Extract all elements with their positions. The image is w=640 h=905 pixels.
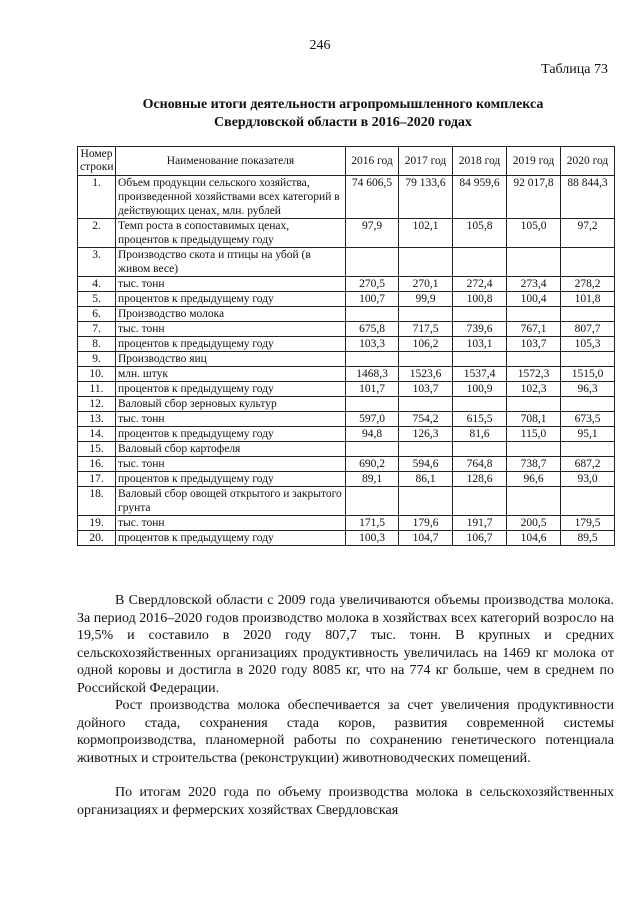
table-body xyxy=(78,176,615,546)
value-cell-2017: 79 133,6 xyxy=(399,176,453,219)
table-row xyxy=(78,219,615,248)
indicator-name: тыс. тонн xyxy=(116,322,346,337)
table-row xyxy=(78,176,615,219)
value-cell-2019: 767,1 xyxy=(507,322,561,337)
value-cell-2020 xyxy=(561,487,615,516)
table-label: Таблица 73 xyxy=(541,62,608,77)
value-cell-2016: 94,8 xyxy=(346,427,399,442)
value-cell-2020: 101,8 xyxy=(561,292,615,307)
value-cell-2016: 97,9 xyxy=(346,219,399,248)
indicator-name: Производство скота и птицы на убой (в живом весе) xyxy=(116,248,346,277)
paragraph-milk-growth: В Свердловской области с 2009 года увеличиваются объемы производства молока. За период 2016–2020 годов производство молока в хозяйствах всех категорий возросло на 19,5% и составило в 2020 году 807,7 тыс. тонн. В крупных и средних сельскохозяйственных организациях продуктивность увеличилась на 1469 кг молока от одной коровы и достигла в 2020 году 8085 кг, что на 774 кг больше, чем в среднем по Российской Федерации. xyxy=(77,593,614,696)
row-number: 19. xyxy=(78,516,116,531)
value-cell-2020: 105,3 xyxy=(561,337,615,352)
value-cell-2016: 89,1 xyxy=(346,472,399,487)
value-cell-2016: 597,0 xyxy=(346,412,399,427)
value-cell-2017: 102,1 xyxy=(399,219,453,248)
table-row xyxy=(78,487,615,516)
indicator-name: Производство молока xyxy=(116,307,346,322)
row-number: 11. xyxy=(78,382,116,397)
indicator-name: процентов к предыдущему году xyxy=(116,382,346,397)
value-cell-2016 xyxy=(346,248,399,277)
value-cell-2017: 179,6 xyxy=(399,516,453,531)
table-row xyxy=(78,367,615,382)
header-indicator: Наименование показателя xyxy=(116,147,346,176)
value-cell-2019: 115,0 xyxy=(507,427,561,442)
value-cell-2020 xyxy=(561,442,615,457)
value-cell-2019 xyxy=(507,442,561,457)
value-cell-2019: 103,7 xyxy=(507,337,561,352)
value-cell-2017: 270,1 xyxy=(399,277,453,292)
table-row xyxy=(78,382,615,397)
row-number: 15. xyxy=(78,442,116,457)
value-cell-2020: 93,0 xyxy=(561,472,615,487)
header-2019: 2019 год xyxy=(507,147,561,176)
indicator-name: процентов к предыдущему году xyxy=(116,472,346,487)
table-title-line-1: Основные итоги деятельности агропромышленного комплекса xyxy=(142,97,544,112)
value-cell-2018: 764,8 xyxy=(453,457,507,472)
value-cell-2017 xyxy=(399,397,453,412)
indicator-name: процентов к предыдущему году xyxy=(116,292,346,307)
row-number: 17. xyxy=(78,472,116,487)
value-cell-2017: 594,6 xyxy=(399,457,453,472)
indicator-name: Объем продукции сельского хозяйства, произведенной хозяйствами всех категорий в действующих ценах, млн. рублей xyxy=(116,176,346,219)
value-cell-2017: 86,1 xyxy=(399,472,453,487)
value-cell-2016: 100,3 xyxy=(346,531,399,546)
value-cell-2019: 105,0 xyxy=(507,219,561,248)
value-cell-2019: 102,3 xyxy=(507,382,561,397)
value-cell-2017: 99,9 xyxy=(399,292,453,307)
paragraph-2020-results: По итогам 2020 года по объему производства молока в сельскохозяйственных организациях и фермерских хозяйствах Свердловская xyxy=(77,785,614,818)
page-number: 246 xyxy=(309,38,331,53)
value-cell-2018: 191,7 xyxy=(453,516,507,531)
value-cell-2018 xyxy=(453,442,507,457)
value-cell-2020: 673,5 xyxy=(561,412,615,427)
value-cell-2018: 103,1 xyxy=(453,337,507,352)
value-cell-2020: 807,7 xyxy=(561,322,615,337)
value-cell-2019: 96,6 xyxy=(507,472,561,487)
value-cell-2016: 103,3 xyxy=(346,337,399,352)
value-cell-2017: 106,2 xyxy=(399,337,453,352)
value-cell-2017: 754,2 xyxy=(399,412,453,427)
indicator-name: Валовый сбор овощей открытого и закрытого грунта xyxy=(116,487,346,516)
row-number: 5. xyxy=(78,292,116,307)
value-cell-2019: 708,1 xyxy=(507,412,561,427)
value-cell-2016: 100,7 xyxy=(346,292,399,307)
value-cell-2020: 88 844,3 xyxy=(561,176,615,219)
table-row xyxy=(78,248,615,277)
row-number: 6. xyxy=(78,307,116,322)
value-cell-2018: 128,6 xyxy=(453,472,507,487)
value-cell-2020: 179,5 xyxy=(561,516,615,531)
table-title xyxy=(60,96,626,132)
indicator-name: Валовый сбор картофеля xyxy=(116,442,346,457)
header-2016: 2016 год xyxy=(346,147,399,176)
table-title-line-2: Свердловской области в 2016–2020 годах xyxy=(214,115,472,130)
table-row xyxy=(78,472,615,487)
value-cell-2018: 272,4 xyxy=(453,277,507,292)
agro-results-table xyxy=(77,146,615,546)
value-cell-2017: 717,5 xyxy=(399,322,453,337)
value-cell-2019 xyxy=(507,487,561,516)
value-cell-2016 xyxy=(346,487,399,516)
value-cell-2016: 74 606,5 xyxy=(346,176,399,219)
value-cell-2016: 270,5 xyxy=(346,277,399,292)
table-row xyxy=(78,442,615,457)
value-cell-2016 xyxy=(346,442,399,457)
table-row xyxy=(78,337,615,352)
header-2020: 2020 год xyxy=(561,147,615,176)
table-row xyxy=(78,427,615,442)
indicator-name: тыс. тонн xyxy=(116,457,346,472)
value-cell-2016: 675,8 xyxy=(346,322,399,337)
value-cell-2019: 104,6 xyxy=(507,531,561,546)
value-cell-2017: 1523,6 xyxy=(399,367,453,382)
table-row xyxy=(78,352,615,367)
value-cell-2018 xyxy=(453,487,507,516)
value-cell-2018 xyxy=(453,397,507,412)
indicator-name: тыс. тонн xyxy=(116,516,346,531)
value-cell-2018: 105,8 xyxy=(453,219,507,248)
value-cell-2017: 126,3 xyxy=(399,427,453,442)
value-cell-2016 xyxy=(346,307,399,322)
row-number: 16. xyxy=(78,457,116,472)
value-cell-2020: 97,2 xyxy=(561,219,615,248)
paragraph-growth-factors: Рост производства молока обеспечивается за счет увеличения продуктивности дойного стада, сохранения стада коров, развития современной системы кормопроизводства, планомерной работы по сохранению генетического потенциала животных и строительства (реконструкции) животноводческих помещений. xyxy=(77,698,614,766)
value-cell-2020 xyxy=(561,397,615,412)
indicator-name: млн. штук xyxy=(116,367,346,382)
value-cell-2019 xyxy=(507,397,561,412)
value-cell-2018: 739,6 xyxy=(453,322,507,337)
value-cell-2019: 738,7 xyxy=(507,457,561,472)
row-number: 7. xyxy=(78,322,116,337)
value-cell-2018: 84 959,6 xyxy=(453,176,507,219)
value-cell-2018 xyxy=(453,307,507,322)
header-2017: 2017 год xyxy=(399,147,453,176)
value-cell-2017 xyxy=(399,248,453,277)
row-number: 2. xyxy=(78,219,116,248)
value-cell-2017 xyxy=(399,487,453,516)
table-row xyxy=(78,277,615,292)
value-cell-2019: 273,4 xyxy=(507,277,561,292)
value-cell-2018: 81,6 xyxy=(453,427,507,442)
row-number: 10. xyxy=(78,367,116,382)
value-cell-2019: 100,4 xyxy=(507,292,561,307)
value-cell-2018: 1537,4 xyxy=(453,367,507,382)
value-cell-2018 xyxy=(453,248,507,277)
row-number: 1. xyxy=(78,176,116,219)
table-header-row xyxy=(78,147,615,176)
value-cell-2016: 690,2 xyxy=(346,457,399,472)
value-cell-2017 xyxy=(399,307,453,322)
value-cell-2017: 103,7 xyxy=(399,382,453,397)
value-cell-2017 xyxy=(399,442,453,457)
row-number: 12. xyxy=(78,397,116,412)
header-2018: 2018 год xyxy=(453,147,507,176)
row-number: 4. xyxy=(78,277,116,292)
value-cell-2018: 615,5 xyxy=(453,412,507,427)
table-row xyxy=(78,516,615,531)
value-cell-2019 xyxy=(507,248,561,277)
value-cell-2016 xyxy=(346,352,399,367)
table-row xyxy=(78,307,615,322)
header-row-number: Номер строки xyxy=(78,147,116,176)
indicator-name: процентов к предыдущему году xyxy=(116,531,346,546)
value-cell-2019: 200,5 xyxy=(507,516,561,531)
value-cell-2016: 171,5 xyxy=(346,516,399,531)
table-row xyxy=(78,397,615,412)
table-row xyxy=(78,292,615,307)
indicator-name: тыс. тонн xyxy=(116,277,346,292)
indicator-name: процентов к предыдущему году xyxy=(116,427,346,442)
value-cell-2019: 1572,3 xyxy=(507,367,561,382)
value-cell-2019: 92 017,8 xyxy=(507,176,561,219)
indicator-name: Темп роста в сопоставимых ценах, процентов к предыдущему году xyxy=(116,219,346,248)
table-row xyxy=(78,322,615,337)
value-cell-2020 xyxy=(561,307,615,322)
value-cell-2018 xyxy=(453,352,507,367)
value-cell-2018: 106,7 xyxy=(453,531,507,546)
indicator-name: процентов к предыдущему году xyxy=(116,337,346,352)
row-number: 13. xyxy=(78,412,116,427)
value-cell-2020: 95,1 xyxy=(561,427,615,442)
table-row xyxy=(78,531,615,546)
value-cell-2017 xyxy=(399,352,453,367)
row-number: 9. xyxy=(78,352,116,367)
value-cell-2020: 1515,0 xyxy=(561,367,615,382)
table-row xyxy=(78,457,615,472)
indicator-name: Валовый сбор зерновых культур xyxy=(116,397,346,412)
value-cell-2016 xyxy=(346,397,399,412)
value-cell-2016: 1468,3 xyxy=(346,367,399,382)
row-number: 3. xyxy=(78,248,116,277)
indicator-name: тыс. тонн xyxy=(116,412,346,427)
table-row xyxy=(78,412,615,427)
value-cell-2020: 89,5 xyxy=(561,531,615,546)
value-cell-2020 xyxy=(561,352,615,367)
value-cell-2019 xyxy=(507,307,561,322)
value-cell-2020 xyxy=(561,248,615,277)
row-number: 18. xyxy=(78,487,116,516)
row-number: 8. xyxy=(78,337,116,352)
indicator-name: Производство яиц xyxy=(116,352,346,367)
row-number: 14. xyxy=(78,427,116,442)
value-cell-2020: 96,3 xyxy=(561,382,615,397)
value-cell-2018: 100,8 xyxy=(453,292,507,307)
value-cell-2020: 687,2 xyxy=(561,457,615,472)
value-cell-2016: 101,7 xyxy=(346,382,399,397)
value-cell-2020: 278,2 xyxy=(561,277,615,292)
value-cell-2019 xyxy=(507,352,561,367)
row-number: 20. xyxy=(78,531,116,546)
value-cell-2018: 100,9 xyxy=(453,382,507,397)
value-cell-2017: 104,7 xyxy=(399,531,453,546)
